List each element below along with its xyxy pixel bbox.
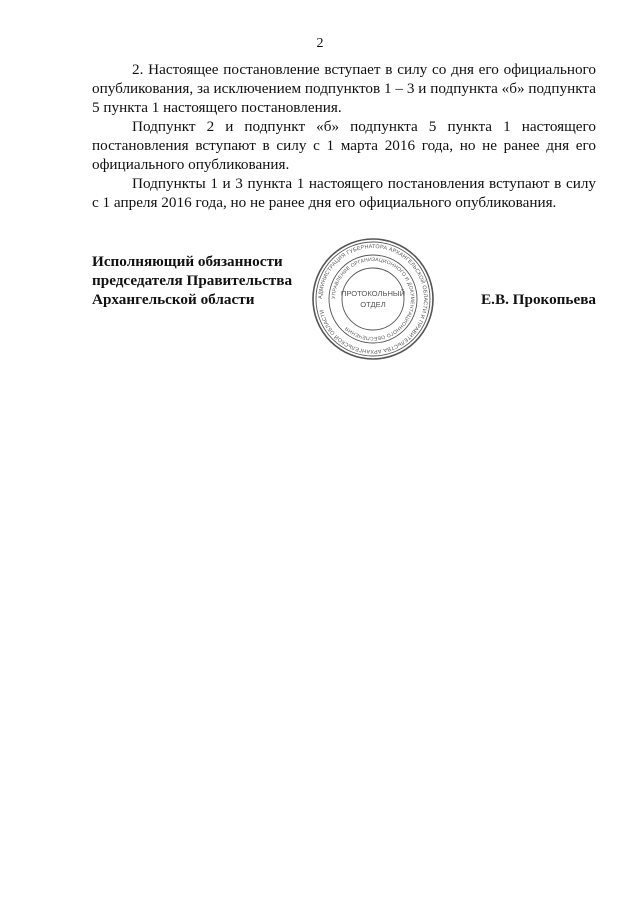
signature-block	[92, 243, 596, 372]
paragraph-effective-date: 2. Настоящее постановление вступает в силу со дня его официального опубликования, за исключением подпунктов 1 – 3 и подпункта «б» подпункта 5 пункта 1 настоящего постановления.	[92, 61, 596, 116]
paragraph-march-2016: Подпункт 2 и подпункт «б» подпункта 5 пункта 1 настоящего постановления вступают в силу с 1 марта 2016 года, но не ранее дня его официального опубликования.	[92, 118, 596, 173]
stamp-inner-ring	[342, 268, 404, 330]
signatory-title-line: Исполняющий обязанности	[92, 253, 283, 270]
stamp-center-text-line2: ОТДЕЛ	[360, 300, 386, 309]
signatory-title-line: Архангельской области	[92, 291, 255, 308]
page-number: 2	[316, 36, 324, 51]
signatory-name: Е.В. Прокопьева	[481, 291, 596, 308]
stamp-outer-ring-text: АДМИНИСТРАЦИЯ ГУБЕРНАТОРА АРХАНГЕЛЬСКОЙ ОБЛАСТИ И ПРАВИТЕЛЬСТВА АРХАНГЕЛЬСКОЙ ОБЛАСТИ	[317, 243, 429, 355]
document-body	[92, 60, 596, 212]
stamp-center-text-line1: ПРОТОКОЛЬНЫЙ	[340, 289, 406, 298]
signatory-title-line: председателя Правительства	[92, 272, 293, 289]
stamp-inner-ring-text: УПРАВЛЕНИЕ ОРГАНИЗАЦИОННОГО И ДОКУМЕНТАЦИОННОГО ОБЕСПЕЧЕНИЯ	[330, 256, 416, 342]
paragraph-april-2016: Подпункты 1 и 3 пункта 1 настоящего постановления вступают в силу с 1 апреля 2016 года, но не ранее дня его официального опубликования.	[92, 175, 596, 211]
official-stamp	[310, 236, 436, 362]
signatory-title	[92, 252, 292, 309]
